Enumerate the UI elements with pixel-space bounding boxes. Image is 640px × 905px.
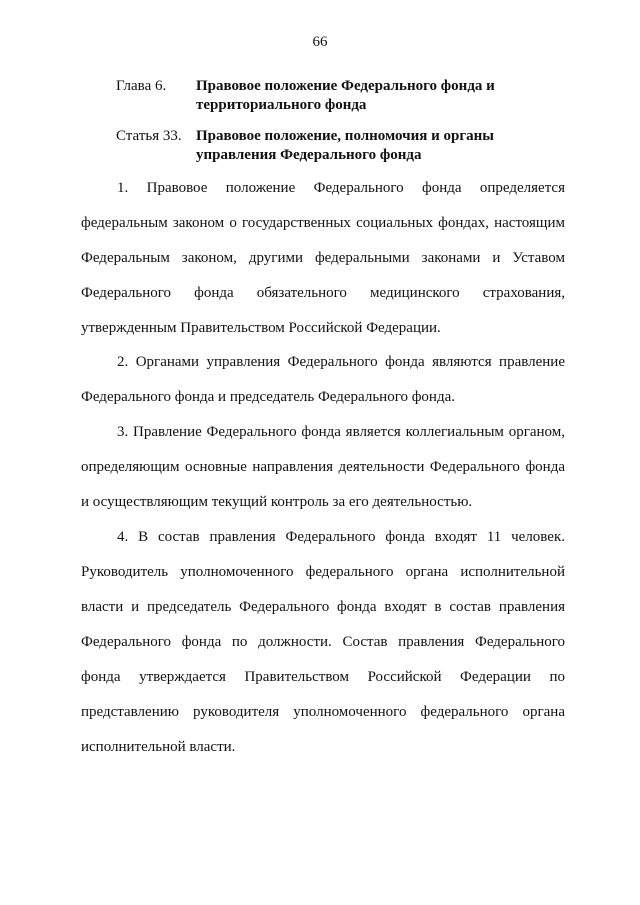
article-label: Статья 33.	[116, 128, 182, 144]
chapter-heading	[116, 77, 576, 115]
article-title: Правовое положение, полномочия и органы управления Федерального фонда	[196, 128, 495, 163]
chapter-title: Правовое положение Федерального фонда и территориального фонда	[196, 78, 495, 113]
paragraph-3: 3. Правление Федерального фонда является коллегиальным органом, определяющим основные направления деятельности Федерального фонда и осуществляющим текущий контроль за его деятельностью.	[81, 424, 565, 510]
paragraph-1: 1. Правовое положение Федерального фонда определяется федеральным законом о государственных социальных фондах, настоящим Федеральным законом, другими федеральными законами и Уставом Федерального фонда обязательного медицинского страхования, утвержденным Правительством Российской Федерации.	[81, 180, 565, 336]
paragraph-2: 2. Органами управления Федерального фонда являются правление Федерального фонда и председатель Федерального фонда.	[81, 354, 565, 405]
chapter-label: Глава 6.	[116, 78, 167, 94]
page-number: 66	[312, 34, 328, 50]
article-heading	[116, 127, 576, 165]
paragraph-4: 4. В состав правления Федерального фонда входят 11 человек. Руководитель уполномоченного федерального органа исполнительной власти и председатель Федерального фонда входят в состав правления Федерального фонда по должности. Состав правления Федерального фонда утверждается Правительством Российской Федерации по представлению руководителя уполномоченного федерального органа исполнительной власти.	[81, 529, 565, 755]
